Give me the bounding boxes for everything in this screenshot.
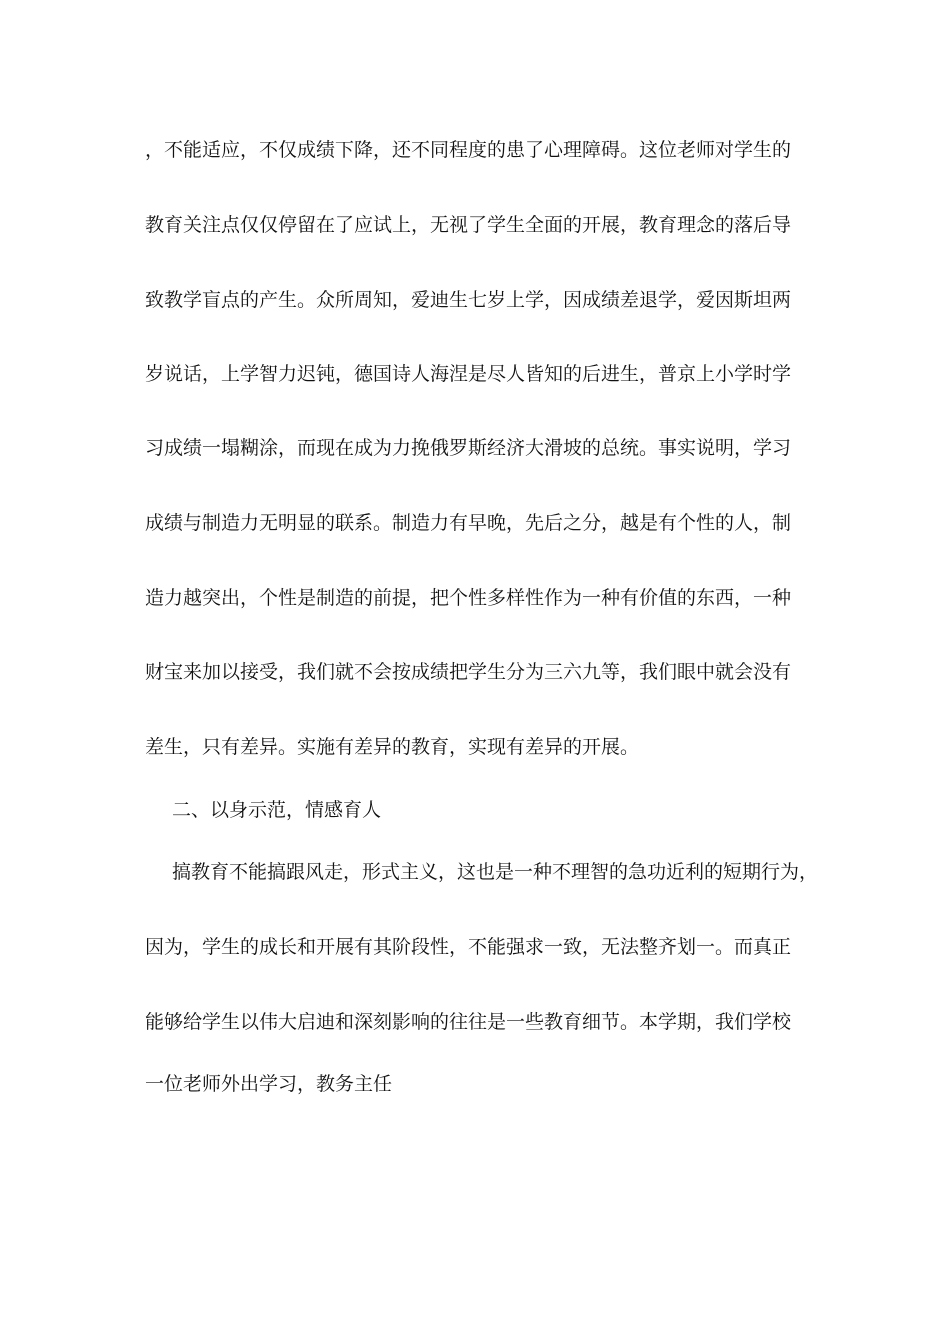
text-line: ，不能适应，不仅成绩下降，还不同程度的患了心理障碍。这位老师对学生的 <box>145 139 792 161</box>
text-line: 能够给学生以伟大启迪和深刻影响的往往是一些教育细节。本学期，我们学校 <box>145 1011 792 1033</box>
text-line: 习成绩一塌糊涂，而现在成为力挽俄罗斯经济大滑坡的总统。事实说明，学习 <box>145 437 792 459</box>
text-line: 因为，学生的成长和开展有其阶段性，不能强求一致，无法整齐划一。而真正 <box>145 936 792 958</box>
text-line: 致教学盲点的产生。众所周知，爱迪生七岁上学，因成绩差退学，爱因斯坦两 <box>145 289 792 311</box>
text-line: 一位老师外出学习，教务主任 <box>145 1073 393 1095</box>
text-line: 差生，只有差异。实施有差异的教育，实现有差异的开展。 <box>145 736 640 758</box>
text-line: 造力越突出，个性是制造的前提，把个性多样性作为一种有价值的东西，一种 <box>145 587 792 609</box>
text-line: 教育关注点仅仅停留在了应试上，无视了学生全面的开展，教育理念的落后导 <box>145 214 792 236</box>
text-line: 搞教育不能搞跟风走，形式主义，这也是一种不理智的急功近利的短期行为， <box>172 861 819 883</box>
text-line: 财宝来加以接受，我们就不会按成绩把学生分为三六九等，我们眼中就会没有 <box>145 661 792 683</box>
text-line: 成绩与制造力无明显的联系。制造力有早晚，先后之分，越是有个性的人，制 <box>145 512 792 534</box>
section-heading: 二、以身示范，情感育人 <box>172 799 382 821</box>
text-line: 岁说话，上学智力迟钝，德国诗人海涅是尽人皆知的后进生，普京上小学时学 <box>145 363 792 385</box>
